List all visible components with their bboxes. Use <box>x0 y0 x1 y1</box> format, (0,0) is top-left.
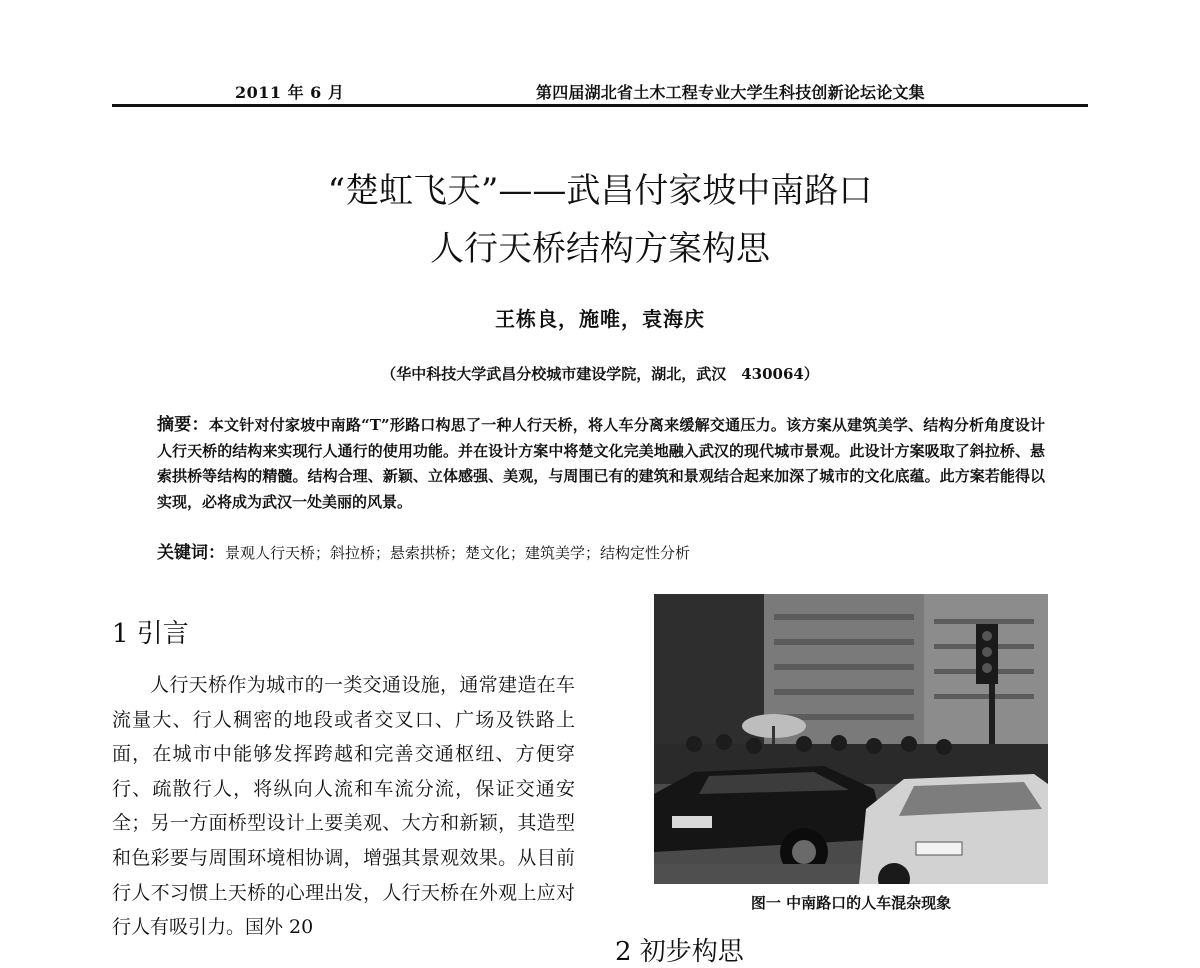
paper-title-line1: “楚虹飞天”——武昌付家坡中南路口 <box>327 171 873 211</box>
affiliation: （华中科技大学武昌分校城市建设学院，湖北，武汉 430064） <box>381 365 819 383</box>
abstract-label: 摘要： <box>157 415 209 435</box>
keywords-text: 景观人行天桥；斜拉桥；悬索拱桥；楚文化；建筑美学；结构定性分析 <box>225 544 691 562</box>
header-journal-title: 第四届湖北省土木工程专业大学生科技创新论坛论文集 <box>536 83 925 102</box>
street-photo-illustration <box>654 594 1048 884</box>
abstract <box>157 413 1045 515</box>
paper-title-line2: 人行天桥结构方案构思 <box>430 229 770 269</box>
section-heading-concept: 2 初步构思 <box>615 937 744 967</box>
header-date: 2011 年 6 月 <box>235 83 345 102</box>
keywords <box>157 541 1045 565</box>
figure-caption: 图一 中南路口的人车混杂现象 <box>750 894 952 912</box>
section-heading-intro: 1 引言 <box>112 619 189 649</box>
authors: 王栋良，施唯，袁海庆 <box>495 307 705 331</box>
header-rule <box>112 104 1088 107</box>
intro-paragraph: 人行天桥作为城市的一类交通设施，通常建造在车流量大、行人稠密的地段或者交叉口、广场及铁路上面，在城市中能够发挥跨越和完善交通枢纽、方便穿行、疏散行人，将纵向人流和车流分流，保证交通安全；另一方面桥型设计上要美观、大方和新颖，其造型和色彩要与周围环境相协调，增强其景观效果。从目前行人不习惯上天桥的心理出发，人行天桥在外观上应对行人有吸引力。国外 20 <box>112 674 575 939</box>
abstract-text: 本文针对付家坡中南路“T”形路口构思了一种人行天桥，将人车分离来缓解交通压力。该方案从建筑美学、结构分析角度设计人行天桥的结构来实现行人通行的使用功能。并在设计方案中将楚文化完美地融入武汉的现代城市景观。此设计方案吸取了斜拉桥、悬索拱桥等结构的精髓。结构合理、新颖、立体感强、美观，与周围已有的建筑和景观结合起来加深了城市的文化底蕴。此方案若能得以实现，必将成为武汉一处美丽的风景。 <box>157 416 1045 511</box>
keywords-label: 关键词： <box>157 543 225 563</box>
figure-street-photo <box>654 594 1048 884</box>
